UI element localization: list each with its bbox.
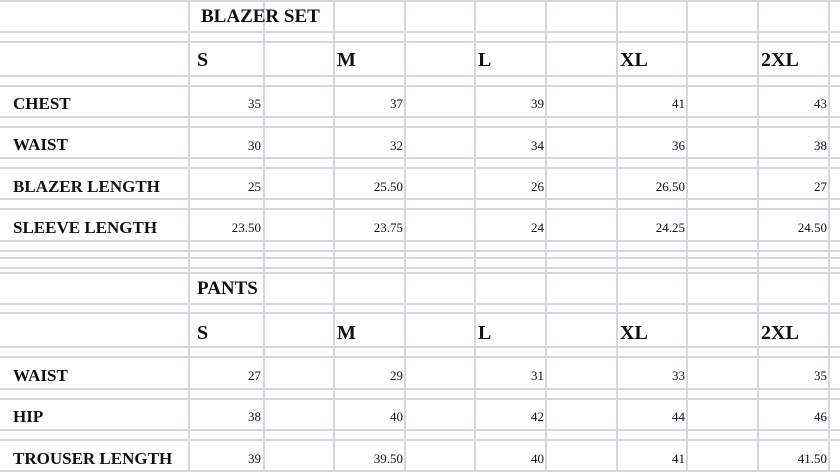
- blazer-size-header-l: L: [478, 49, 492, 71]
- blazer-row-label-waist: WAIST: [13, 135, 68, 154]
- blazer-cell: 26.50: [655, 179, 685, 194]
- pants-row-label-trouser-length: TROUSER LENGTH: [13, 449, 173, 468]
- blazer-cell: 32: [390, 138, 403, 153]
- blazer-cell: 24.25: [655, 220, 685, 235]
- pants-cell: 40: [531, 451, 544, 466]
- grid-row-line: [0, 429, 840, 431]
- grid-row-line: [0, 0, 840, 2]
- blazer-cell: 30: [248, 138, 261, 153]
- blazer-cell: 38: [814, 138, 827, 153]
- grid-row-line: [0, 356, 840, 358]
- grid-row-line: [0, 388, 840, 390]
- pants-size-header-xl: XL: [620, 322, 648, 344]
- pants-cell: 41: [672, 451, 685, 466]
- grid-row-line: [0, 198, 840, 200]
- blazer-cell: 37: [390, 96, 403, 111]
- pants-section-title: PANTS: [197, 278, 258, 299]
- grid-column-line: [686, 0, 688, 471]
- grid-row-line: [0, 75, 840, 77]
- blazer-cell: 34: [531, 138, 544, 153]
- grid-row-line: [0, 303, 840, 305]
- pants-cell: 46: [814, 409, 827, 424]
- pants-size-header-s: S: [197, 322, 209, 344]
- grid-column-line: [404, 0, 406, 471]
- blazer-row-label-sleeve-length: SLEEVE LENGTH: [13, 218, 158, 237]
- pants-size-header-m: M: [337, 322, 356, 344]
- grid-row-line: [0, 250, 840, 252]
- blazer-size-header-m: M: [337, 49, 356, 71]
- grid-row-line: [0, 398, 840, 400]
- pants-cell: 39: [248, 451, 261, 466]
- pants-cell: 42: [531, 409, 544, 424]
- pants-cell: 40: [390, 409, 403, 424]
- blazer-section-title: BLAZER SET: [201, 6, 320, 27]
- grid-row-line: [0, 167, 840, 169]
- blazer-cell: 36: [672, 138, 685, 153]
- blazer-cell: 24.50: [797, 220, 827, 235]
- blazer-cell: 23.50: [231, 220, 261, 235]
- pants-cell: 44: [672, 409, 685, 424]
- blazer-size-header-2xl: 2XL: [761, 49, 799, 71]
- pants-cell: 39.50: [373, 451, 403, 466]
- grid-row-line: [0, 267, 840, 269]
- blazer-cell: 35: [248, 96, 261, 111]
- grid-row-line: [0, 41, 840, 43]
- grid-column-line: [474, 0, 476, 471]
- pants-cell: 33: [672, 368, 685, 383]
- grid-row-line: [0, 439, 840, 441]
- grid-column-line: [333, 0, 335, 471]
- blazer-cell: 41: [672, 96, 685, 111]
- grid-row-line: [0, 126, 840, 128]
- grid-column-line: [188, 0, 190, 471]
- blazer-cell: 23.75: [373, 220, 403, 235]
- grid-row-line: [0, 31, 840, 33]
- blazer-cell: 25.50: [373, 179, 403, 194]
- grid-column-line: [616, 0, 618, 471]
- pants-cell: 35: [814, 368, 827, 383]
- pants-row-label-waist: WAIST: [13, 366, 68, 385]
- grid-column-line: [757, 0, 759, 471]
- grid-row-line: [0, 257, 840, 259]
- pants-row-label-hip: HIP: [13, 407, 44, 426]
- pants-size-header-l: L: [478, 322, 492, 344]
- blazer-row-label-chest: CHEST: [13, 94, 71, 113]
- pants-cell: 41.50: [797, 451, 827, 466]
- blazer-cell: 24: [531, 220, 544, 235]
- grid-column-line: [263, 0, 265, 471]
- blazer-cell: 26: [531, 179, 544, 194]
- grid-row-line: [0, 272, 840, 274]
- blazer-cell: 25: [248, 179, 261, 194]
- pants-cell: 29: [390, 368, 403, 383]
- pants-cell: 38: [248, 409, 261, 424]
- grid-row-line: [0, 157, 840, 159]
- pants-cell: 27: [248, 368, 261, 383]
- grid-row-line: [0, 312, 840, 314]
- grid-row-line: [0, 346, 840, 348]
- blazer-cell: 43: [814, 96, 827, 111]
- grid-column-line: [828, 0, 830, 471]
- blazer-cell: 27: [814, 179, 827, 194]
- grid-row-line: [0, 208, 840, 210]
- pants-cell: 31: [531, 368, 544, 383]
- blazer-size-header-s: S: [197, 49, 209, 71]
- pants-size-header-2xl: 2XL: [761, 322, 799, 344]
- grid-row-line: [0, 116, 840, 118]
- blazer-row-label-blazer-length: BLAZER LENGTH: [13, 177, 160, 196]
- grid-row-line: [0, 85, 840, 87]
- grid-column-line: [545, 0, 547, 471]
- grid-row-line: [0, 240, 840, 242]
- blazer-cell: 39: [531, 96, 544, 111]
- blazer-size-header-xl: XL: [620, 49, 648, 71]
